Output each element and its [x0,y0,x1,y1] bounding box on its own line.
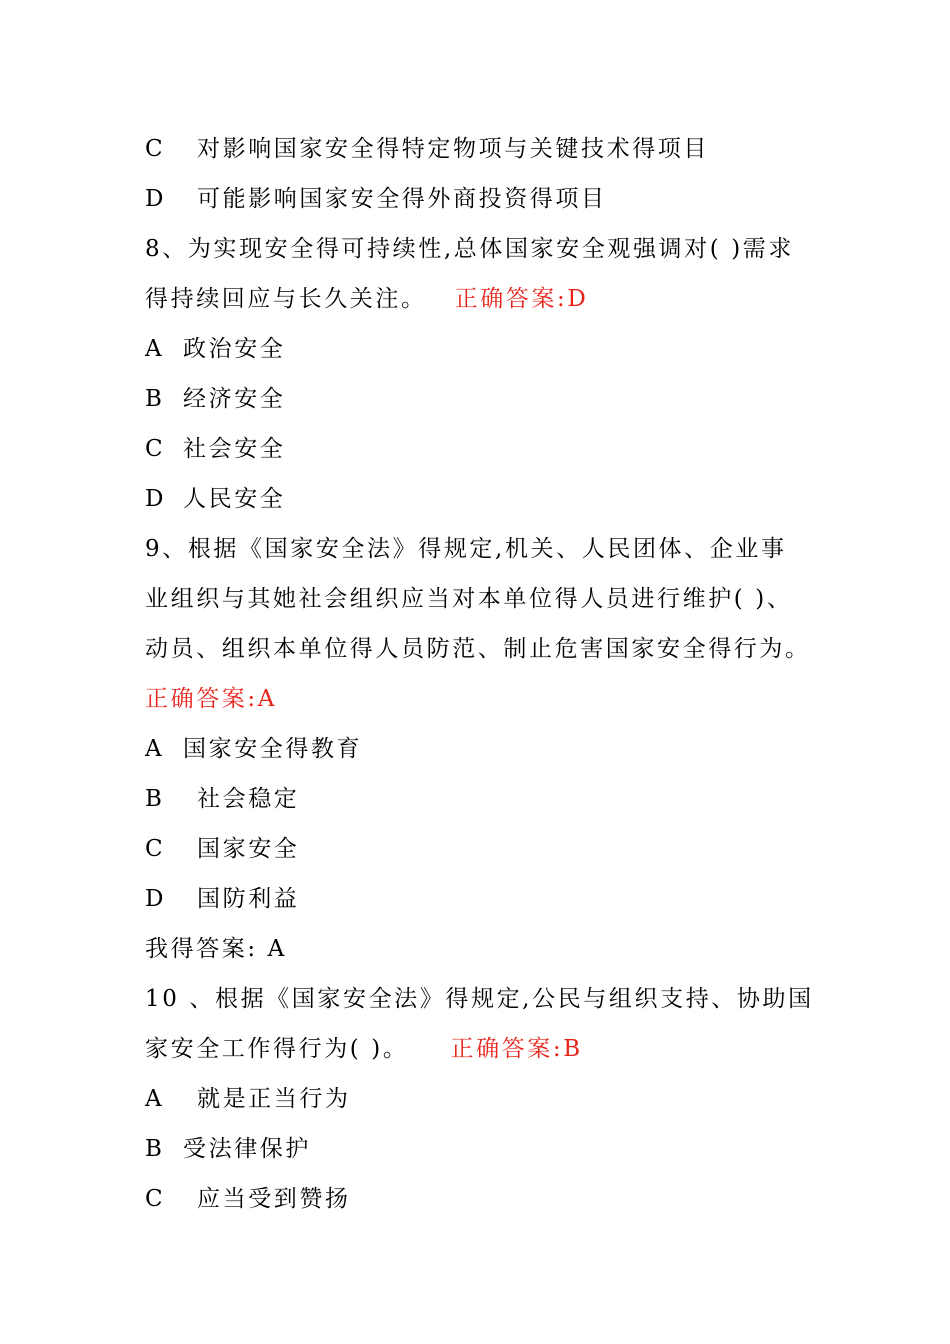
option-letter: D [145,886,167,912]
option-line [145,874,825,924]
question-10-text: 家安全工作得行为( )。 [145,1036,409,1062]
option-text: 社会稳定 [197,786,300,812]
option-line [145,324,825,374]
option-text: 受法律保护 [183,1136,311,1162]
correct-answer: 正确答案:B [450,1036,583,1062]
option-line [145,424,825,474]
option-line [145,374,825,424]
option-text: 国防利益 [197,886,300,912]
option-line [145,1074,825,1124]
option-line [145,174,825,224]
question-8-text: 得持续回应与长久关注。 [145,286,427,312]
option-text: 就是正当行为 [197,1086,351,1112]
option-line [145,1174,825,1224]
question-9-line-1: 9、根据《国家安全法》得规定,机关、人民团体、企业事 [145,536,787,562]
option-letter: D [145,486,167,512]
option-text: 人民安全 [183,486,286,512]
option-letter: C [145,436,166,462]
option-text: 国家安全 [197,836,300,862]
correct-answer: 正确答案:D [454,286,589,312]
option-line [145,1124,825,1174]
option-line [145,724,825,774]
option-text: 经济安全 [183,386,286,412]
option-text: 国家安全得教育 [183,736,363,762]
option-text: 应当受到赞扬 [197,1186,351,1212]
option-letter: B [145,1136,165,1162]
option-letter: B [145,386,165,412]
question-8-line-2 [145,274,825,324]
option-letter: C [145,136,166,162]
option-letter: A [145,736,165,762]
question-9-line-2: 业组织与其她社会组织应当对本单位得人员进行维护( )、 [145,586,793,612]
question-9-line-3: 动员、组织本单位得人员防范、制止危害国家安全得行为。 [145,636,811,662]
option-text: 社会安全 [183,436,286,462]
option-letter: B [145,786,165,812]
option-letter: A [145,336,165,362]
option-line [145,474,825,524]
correct-answer: 正确答案:A [145,686,277,712]
option-letter: C [145,836,166,862]
option-text: 可能影响国家安全得外商投资得项目 [197,186,607,212]
option-text: 对影响国家安全得特定物项与关键技术得项目 [197,136,709,162]
option-letter: C [145,1186,166,1212]
question-8-line-1: 8、为实现安全得可持续性,总体国家安全观强调对( )需求 [145,236,795,262]
option-letter: D [145,186,167,212]
option-line [145,824,825,874]
option-line [145,124,825,174]
question-10-line-1: 10 、根据《国家安全法》得规定,公民与组织支持、协助国 [145,986,814,1012]
option-line [145,774,825,824]
my-answer: 我得答案: A [145,936,287,962]
option-letter: A [145,1086,165,1112]
question-10-line-2 [145,1024,825,1074]
option-text: 政治安全 [183,336,286,362]
